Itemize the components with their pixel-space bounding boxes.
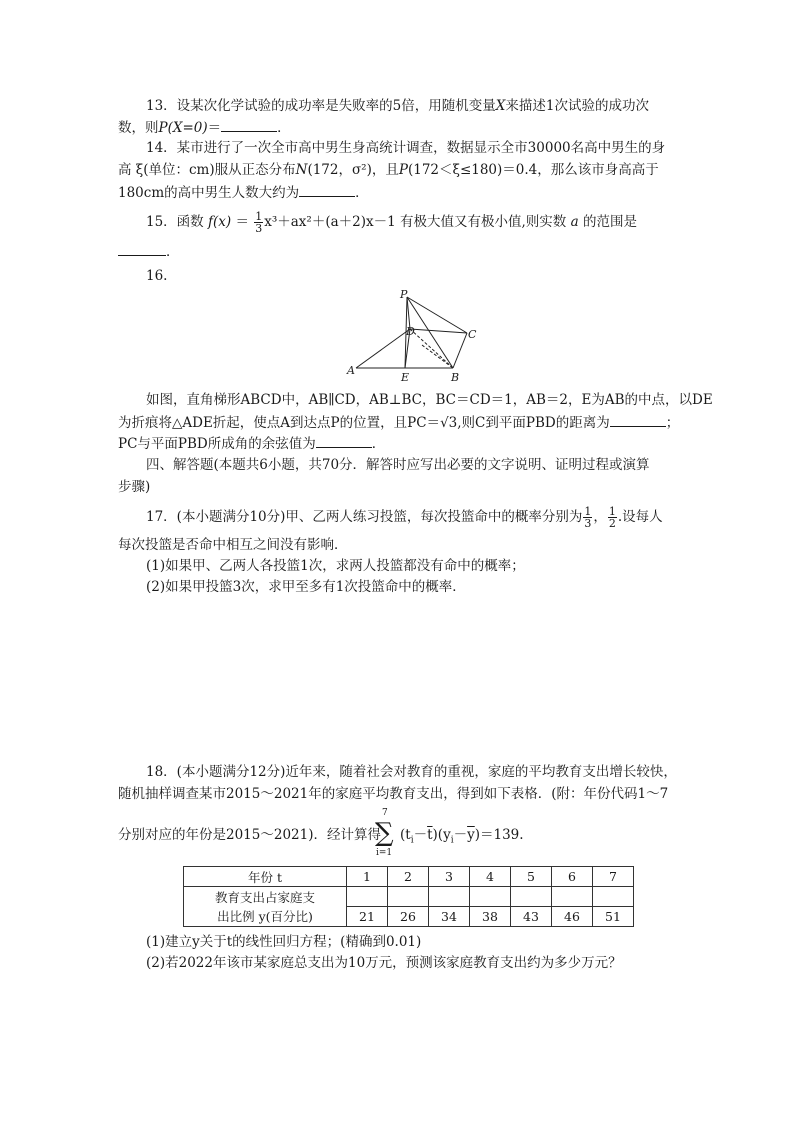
q18-part2: (2)若2022年该市某家庭总支出为10万元，预测该家庭教育支出约为多少万元？ <box>146 955 622 971</box>
q17-fraction-1: $\frac{1}{3}$ <box>584 505 592 530</box>
q15-line1: 15．函数 f(x) ＝ $\frac{1}{3}$ x³＋ax²＋(a＋2)x－1 有极大值又有极小值,则实数 a 的范围是 <box>146 210 637 235</box>
table-cell <box>429 887 470 907</box>
q13-answer-blank[interactable] <box>221 117 277 132</box>
table-cell: 26 <box>388 907 429 927</box>
table-cell: 4 <box>470 867 511 887</box>
table-cell <box>552 887 593 907</box>
table-row-label-line2: 出比例 y(百分比) <box>184 907 347 927</box>
table-cell: 38 <box>470 907 511 927</box>
sigma-symbol: ∑ <box>375 818 394 848</box>
table-cell <box>388 887 429 907</box>
q16-line1: 如图，直角梯形ABCD中，AB∥CD，AB⊥BC，BC＝CD＝1，AB＝2，E为AB的中点，以DE <box>146 392 713 408</box>
q14-line1: 14．某市进行了一次全市高中男生身高统计调查，数据显示全市30000名高中男生的身 <box>146 140 666 156</box>
table-cell: 5 <box>511 867 552 887</box>
q17-line2: 每次投篮是否命中相互之间没有影响． <box>118 537 348 553</box>
edge-DC <box>410 329 467 333</box>
q17-line1: 17．(本小题满分10分)甲、乙两人练习投篮，每次投篮命中的概率分别为 $\frac{1}{3}$ ， $\frac{1}{2}$ .设每人 <box>146 505 663 530</box>
table-cell: 6 <box>552 867 593 887</box>
q16-line3: PC与平面PBD所成角的余弦值为 ． <box>118 433 385 454</box>
label-C: C <box>468 328 477 341</box>
q18-line2: 随机抽样调查某市2015～2021年的家庭平均教育支出，得到如下表格．(附：年份代码1～7 <box>118 786 669 802</box>
table-row <box>184 907 634 927</box>
q18-data-table <box>183 866 634 927</box>
label-A: A <box>347 364 355 377</box>
q18-summation <box>372 806 552 862</box>
section4-line2: 步骤) <box>118 479 151 495</box>
table-cell <box>470 887 511 907</box>
q16-answer-blank-1[interactable] <box>610 412 666 427</box>
sum-expression: $(t_i-\overline{t})(y_i-\overline{y})=139$. <box>400 827 524 846</box>
q18-line1: 18．(本小题满分12分)近年来，随着社会对教育的重视，家庭的平均教育支出增长较快， <box>146 764 677 780</box>
table-cell: 43 <box>511 907 552 927</box>
q16-answer-blank-2[interactable] <box>316 433 372 448</box>
table-row <box>184 867 634 887</box>
sum-upper: 7 <box>382 808 388 818</box>
section4-line1: 四、解答题(本题共6小题，共70分．解答时应写出必要的文字说明、证明过程或演算 <box>146 457 650 473</box>
q15-answer-blank[interactable] <box>118 241 166 256</box>
table-cell: 34 <box>429 907 470 927</box>
q16-number: 16. <box>146 268 168 284</box>
q16-line2: 为折痕将△ADE折起，使点A到达点P的位置，且PC＝√3,则C到平面PBD的距离为 ； <box>118 412 679 433</box>
edge-inner <box>422 345 453 368</box>
table-cell <box>347 887 388 907</box>
q16-figure <box>340 288 490 384</box>
q18-line3: 分别对应的年份是2015～2021)．经计算得 <box>118 827 381 843</box>
label-P: P <box>400 288 408 301</box>
edge-AD <box>356 329 410 368</box>
table-cell: 21 <box>347 907 388 927</box>
table-cell: 7 <box>593 867 634 887</box>
q17-part1: (1)如果甲、乙两人各投篮1次，求两人投篮都没有命中的概率； <box>146 558 525 574</box>
table-cell <box>511 887 552 907</box>
q18-part1: (1)建立y关于t的线性回归方程；(精确到0.01) <box>146 934 422 950</box>
table-row-label-line1: 教育支出占家庭支 <box>184 887 347 907</box>
q13-line2: 数，则P(X=0)＝ ． <box>118 117 291 138</box>
q14-answer-blank[interactable] <box>299 182 355 197</box>
table-cell: 1 <box>347 867 388 887</box>
q17-part2: (2)如果甲投篮3次，求甲至多有1次投篮命中的概率． <box>146 579 466 595</box>
q14-line2: 高 ξ(单位：cm)服从正态分布N(172，σ²)，且P(172＜ξ≤180)＝0.4，那么该市身高高于 <box>118 162 659 178</box>
q15-fraction: $\frac{1}{3}$ <box>255 210 263 235</box>
label-E: E <box>401 371 410 384</box>
label-B: B <box>451 371 460 384</box>
table-cell: 2 <box>388 867 429 887</box>
table-cell: 3 <box>429 867 470 887</box>
table-header-label: 年份 t <box>184 867 347 887</box>
q13-line1: 13．设某次化学试验的成功率是失败率的5倍，用随机变量X来描述1次试验的成功次 <box>146 98 649 114</box>
table-cell: 46 <box>552 907 593 927</box>
table-row <box>184 887 634 907</box>
q15-line2: ． <box>118 241 180 262</box>
table-cell <box>593 887 634 907</box>
edge-BC <box>453 333 467 368</box>
sum-lower: i=1 <box>376 848 393 858</box>
q17-fraction-2: $\frac{1}{2}$ <box>608 505 616 530</box>
edge-PC <box>407 297 467 333</box>
table-cell: 51 <box>593 907 634 927</box>
label-D: D <box>406 325 415 338</box>
q14-line3: 180cm的高中男生人数大约为 ． <box>118 182 369 203</box>
